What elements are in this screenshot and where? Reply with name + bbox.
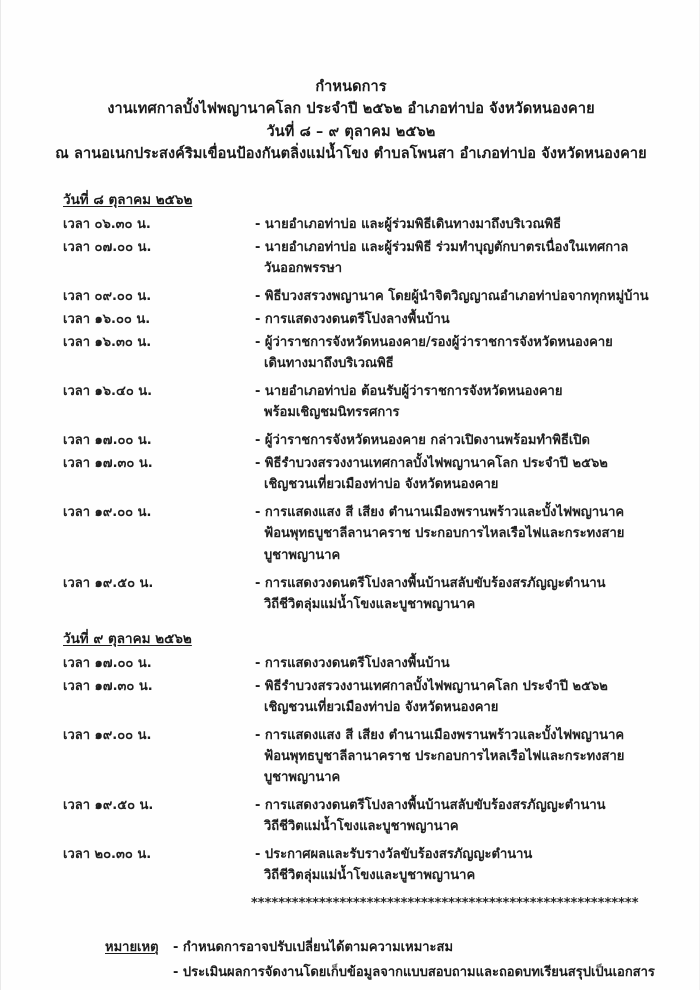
schedule-detail-line: วันออกพรรษา (264, 260, 343, 276)
schedule-detail-line: - นายอำเภอท่าบ่อ และผู้ร่วมพิธี ร่วมทำบุญตักบาตรเนื่องในเทศกาล (255, 239, 629, 255)
schedule-detail-line: วิถีชีวิตแม่น้ำโขงและบูชาพญานาค (264, 819, 459, 834)
schedule-detail-line: วิถีชีวิตลุ่มแม่น้ำโขงและบูชาพญานาค (264, 596, 476, 612)
schedule-row (63, 653, 661, 674)
schedule-detail-line: ฟ้อนพุทธบูชาลีลานาคราช ประกอบการไหลเรือไฟและกระทงสาย (264, 748, 625, 764)
schedule-time: เวลา ๑๙.๐๐ น. (63, 727, 152, 743)
note-text: - กำหนดการอาจปรับเปลี่ยนได้ตามความเหมาะสม (173, 940, 454, 956)
schedule-row (63, 676, 661, 718)
schedule-detail (195, 309, 661, 330)
schedule-detail-line: พร้อมเชิญชมนิทรรศการ (264, 405, 400, 421)
schedule-time: เวลา ๒๐.๓๐ น. (63, 847, 152, 863)
schedule-detail-line: - พิธีบวงสรวงพญานาค โดยผู้นำจิตวิญญาณอำเภอท่าบ่อจากทุกหมู่บ้าน (255, 289, 649, 305)
schedule-rows (63, 214, 661, 615)
schedule-detail-line: - นายอำเภอท่าบ่อ ต้อนรับผู้ว่าราชการจังหวัดหนองคาย (255, 384, 563, 400)
schedule-detail-line: - ผู้ว่าราชการจังหวัดหนองคาย กล่าวเปิดงานพร้อมทำพิธีเปิด (255, 433, 590, 449)
note-row (105, 962, 677, 983)
section-divider: ********************************************************* (251, 896, 639, 912)
schedule-time: เวลา ๑๖.๔๐ น. (63, 384, 153, 400)
notes-section (1, 937, 700, 983)
document-body (1, 0, 700, 987)
schedule-detail (195, 795, 661, 837)
schedule-row (63, 430, 661, 451)
schedule-row (63, 844, 661, 886)
schedule-detail-line: ฟ้อนพุทธบูชาลีลานาคราช ประกอบการไหลเรือไฟและกระทงสาย (264, 526, 625, 542)
schedule-detail (195, 332, 661, 374)
schedule-row (63, 286, 661, 307)
schedule-detail-line: - การแสดงแสง สี เสียง ตำนานเมืองพรานพร้าวและบั้งไฟพญานาค (255, 505, 625, 521)
schedule-detail-line: - นายอำเภอท่าบ่อ และผู้ร่วมพิธีเดินทางมาถึงบริเวณพิธี (255, 216, 562, 232)
schedule-detail (195, 430, 661, 451)
schedule-time: เวลา ๑๖.๐๐ น. (63, 312, 151, 328)
schedule-day-heading: วันที่ ๘ ตุลาคม ๒๕๖๒ (63, 191, 193, 208)
schedule-day (63, 188, 661, 615)
schedule-detail (195, 237, 661, 279)
schedule-time: เวลา ๐๗.๐๐ น. (63, 239, 152, 255)
schedule-detail-line: - ผู้ว่าราชการจังหวัดหนองคาย/รองผู้ว่าราชการจังหวัดหนองคาย (255, 335, 613, 351)
schedule-row (63, 332, 661, 374)
schedule-detail-line: วิถีชีวิตลุ่มแม่น้ำโขงและบูชาพญานาค (264, 868, 476, 884)
schedule-row (63, 381, 661, 423)
schedule-detail (195, 653, 661, 674)
schedule-row (63, 214, 661, 235)
schedule-detail (195, 676, 661, 718)
schedule-time: เวลา ๑๗.๓๐ น. (63, 456, 153, 472)
schedule-detail (195, 502, 661, 565)
schedule-time: เวลา ๐๖.๓๐ น. (63, 216, 151, 232)
schedule-time: เวลา ๑๖.๓๐ น. (63, 335, 152, 351)
schedule-detail-line: - พิธีรำบวงสรวงงานเทศกาลบั้งไฟพญานาคโลก ประจำปี ๒๕๖๒ (255, 456, 608, 472)
schedule-row (63, 237, 661, 279)
schedule-detail-line: เชิญชวนเที่ยวเมืองท่าบ่อ จังหวัดหนองคาย (264, 699, 499, 715)
document-subtitle-dates: วันที่ ๘ – ๙ ตุลาคม ๒๕๖๒ (266, 123, 436, 140)
schedule-time: เวลา ๑๙.๕๐ น. (63, 575, 154, 591)
schedule-time: เวลา ๑๙.๕๐ น. (63, 797, 154, 813)
schedule-row (63, 725, 661, 788)
schedule-row (63, 795, 661, 837)
schedule-detail (195, 286, 661, 307)
schedule-detail-line: บูชาพญานาค (264, 769, 341, 785)
schedule-time: เวลา ๑๗.๐๐ น. (63, 655, 152, 671)
schedule-row (63, 502, 661, 565)
document-title: กำหนดการ (315, 79, 387, 95)
document-subtitle-venue: ณ ลานอเนกประสงค์ริมเขื่อนป้องกันตลิ่งแม่น้ำโขง ตำบลโพนสา อำเภอท่าบ่อ จังหวัดหนองคาย (55, 146, 647, 163)
schedule-detail-line: - พิธีรำบวงสรวงงานเทศกาลบั้งไฟพญานาคโลก ประจำปี ๒๕๖๒ (255, 678, 608, 694)
schedule-detail-line: - การแสดงวงดนตรีโปงลางพื้นบ้านสลับขับร้องสรภัญญะตำนาน (255, 575, 606, 591)
schedule-detail-line: เชิญชวนเที่ยวเมืองท่าบ่อ จังหวัดหนองคาย (264, 477, 499, 493)
schedule (1, 188, 700, 911)
schedule-detail (195, 573, 661, 615)
schedule-detail (195, 214, 661, 235)
schedule-detail (195, 725, 661, 788)
document-subtitle-event: งานเทศกาลบั้งไฟพญานาคโลก ประจำปี ๒๕๖๒ อำเภอท่าบ่อ จังหวัดหนองคาย (107, 101, 595, 118)
schedule-detail-line: - การแสดงวงดนตรีโปงลางพื้นบ้าน (255, 312, 450, 328)
schedule-row (63, 573, 661, 615)
schedule-time: เวลา ๑๙.๐๐ น. (63, 505, 152, 521)
schedule-day-heading: วันที่ ๙ ตุลาคม ๒๕๖๒ (63, 630, 192, 647)
schedule-time: เวลา ๑๗.๐๐ น. (63, 433, 152, 449)
document-header (1, 76, 700, 166)
schedule-detail-line: - ประกาศผลและรับรางวัลขับร้องสรภัญญะตำนาน (255, 847, 533, 863)
schedule-detail (195, 381, 661, 423)
schedule-detail-line: เดินทางมาถึงบริเวณพิธี (264, 356, 394, 372)
schedule-detail-line: บูชาพญานาค (264, 547, 341, 563)
schedule-detail-line: - การแสดงวงดนตรีโปงลางพื้นบ้าน (255, 655, 450, 671)
note-row (105, 937, 677, 958)
schedule-time: เวลา ๑๗.๓๐ น. (63, 678, 153, 694)
schedule-row (63, 309, 661, 330)
schedule-row (63, 453, 661, 495)
notes-label: หมายเหตุ (105, 940, 159, 956)
note-text: - ประเมินผลการจัดงานโดยเก็บข้อมูลจากแบบสอบถามและถอดบทเรียนสรุปเป็นเอกสาร (173, 965, 655, 981)
schedule-detail (195, 453, 661, 495)
schedule-detail (195, 844, 661, 886)
schedule-detail-line: - การแสดงวงดนตรีโปงลางพื้นบ้านสลับขับร้องสรภัญญะตำนาน (255, 797, 606, 813)
schedule-days (63, 188, 661, 886)
schedule-rows (63, 653, 661, 886)
schedule-day (63, 627, 661, 886)
schedule-time: เวลา ๐๙.๐๐ น. (63, 289, 152, 305)
schedule-detail-line: - การแสดงแสง สี เสียง ตำนานเมืองพรานพร้าวและบั้งไฟพญานาค (255, 727, 625, 743)
